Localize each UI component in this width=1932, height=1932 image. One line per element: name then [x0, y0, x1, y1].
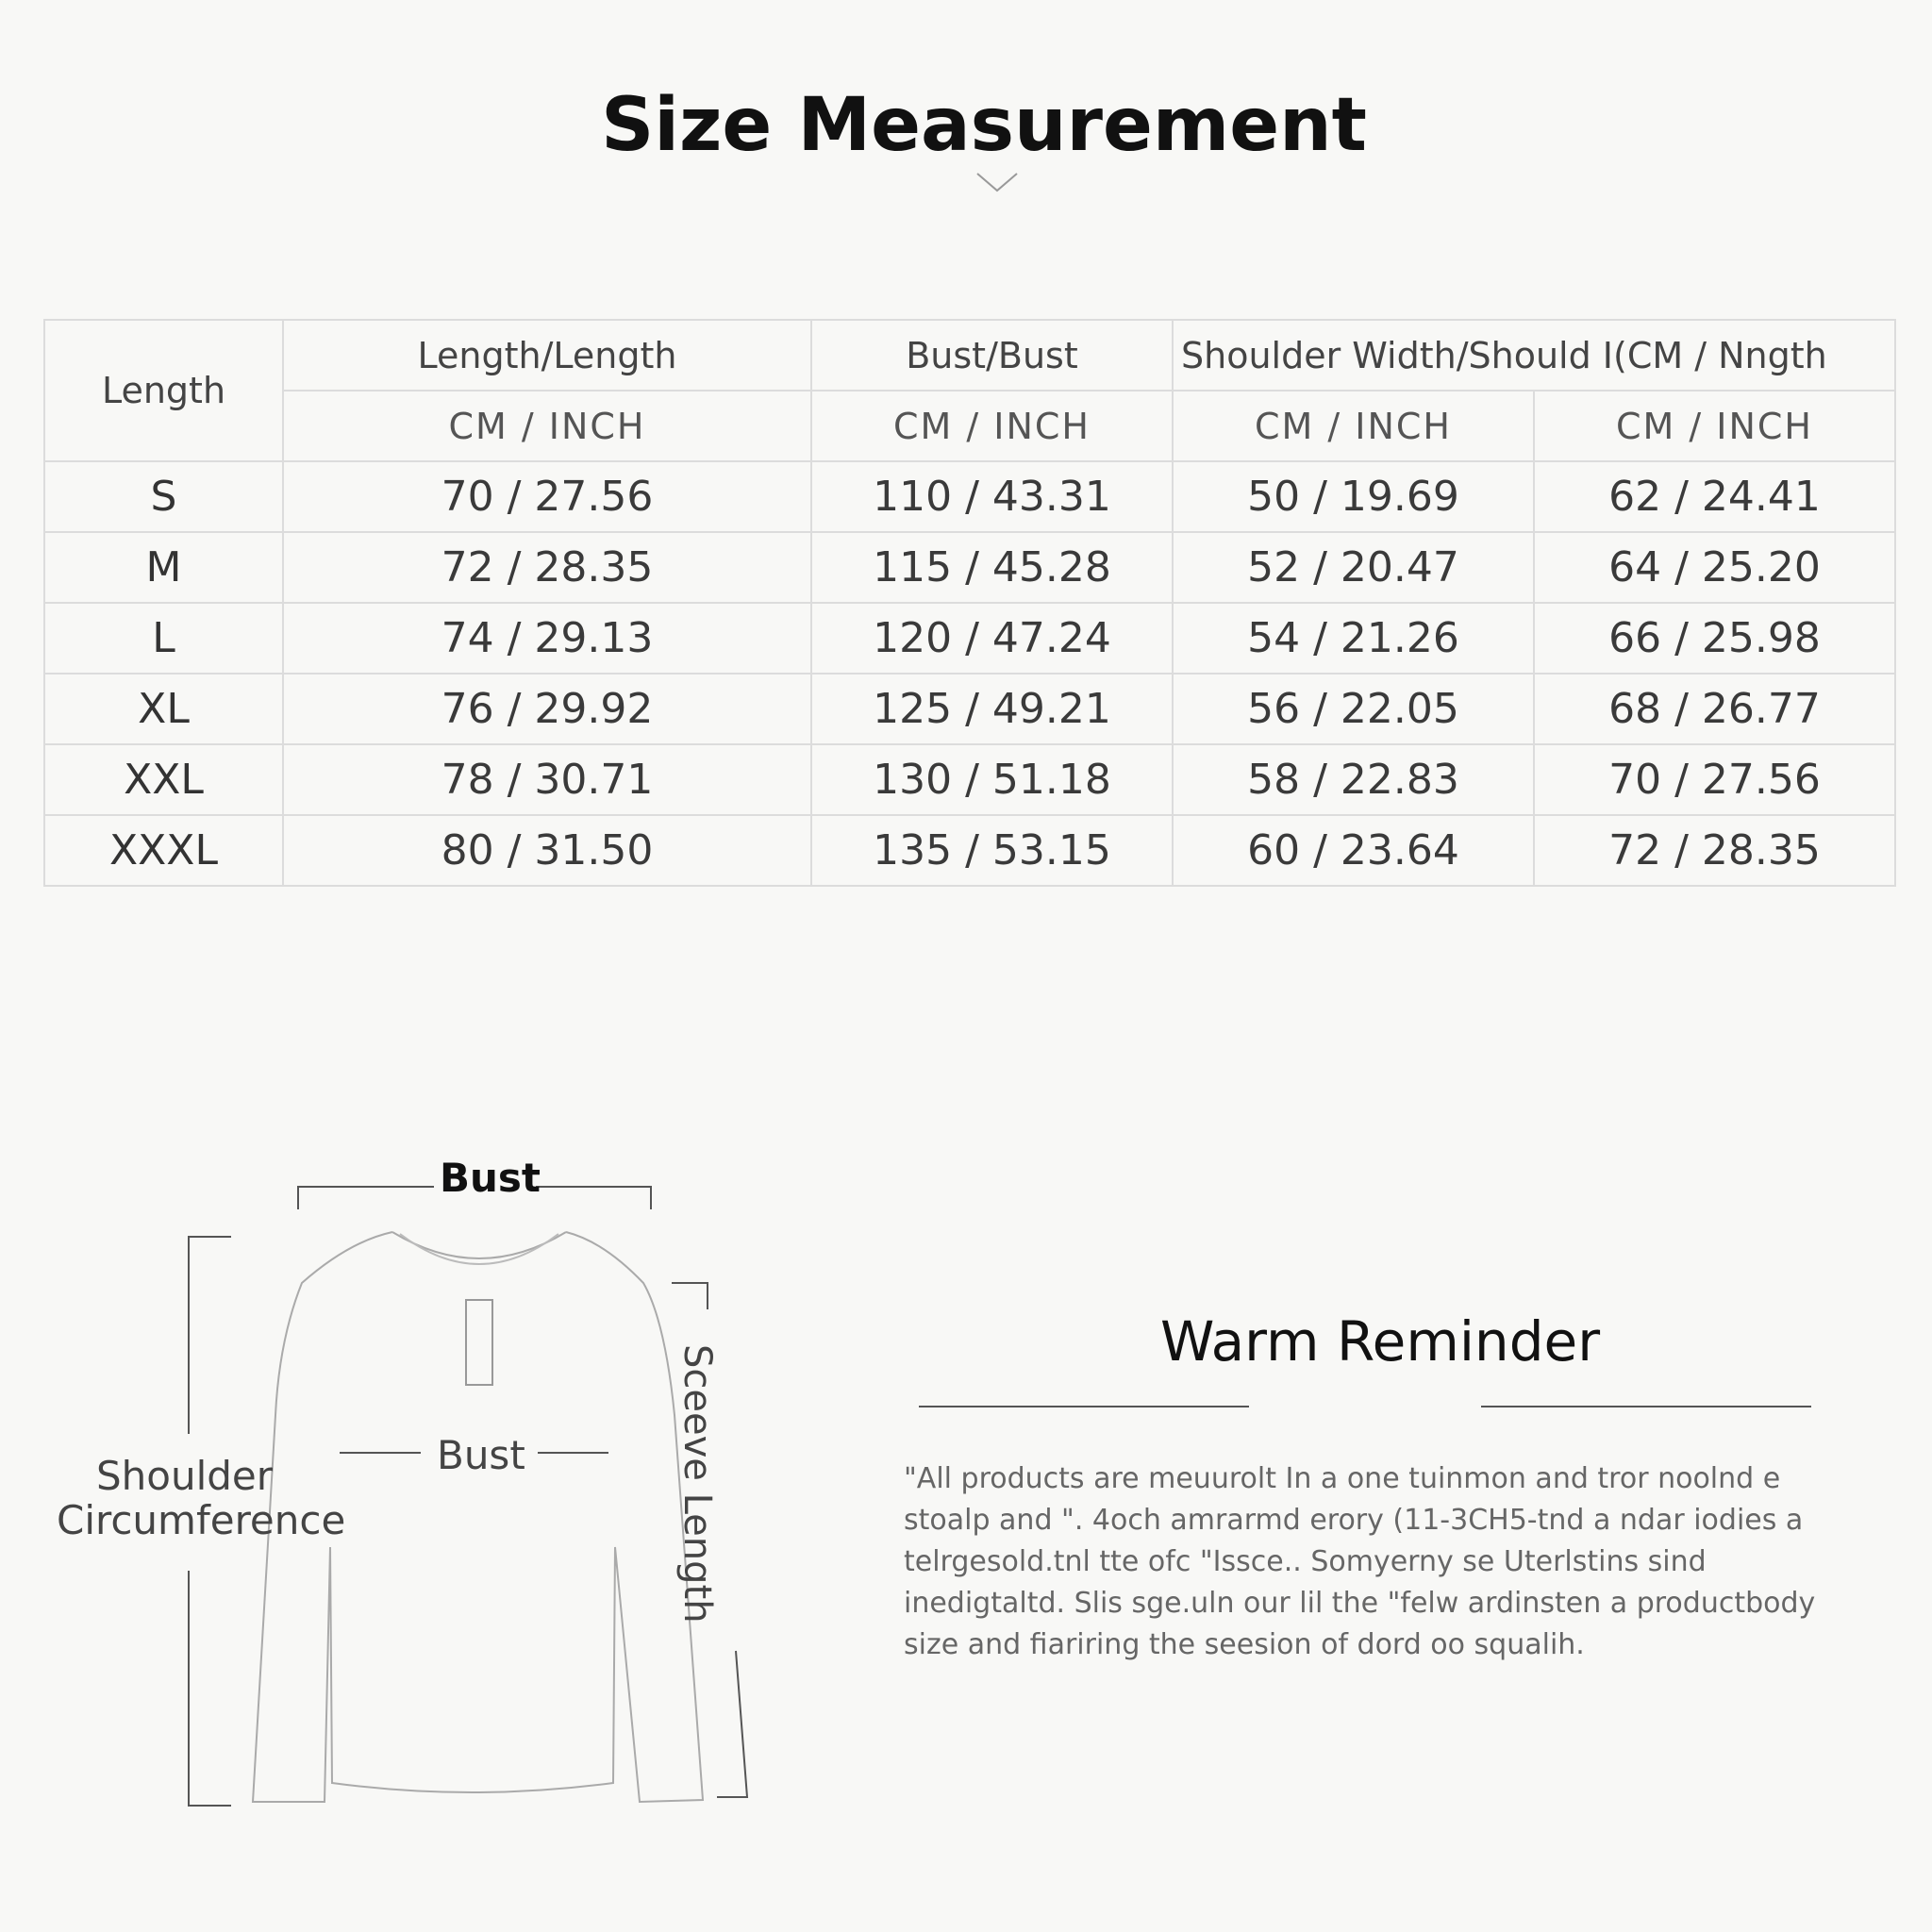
table-cell: 72 / 28.35 — [1534, 815, 1895, 886]
table-cell: 78 / 30.71 — [283, 744, 811, 815]
reminder-divider-left — [919, 1406, 1249, 1407]
unit-label: CM / INCH — [283, 391, 811, 461]
table-cell: 58 / 22.83 — [1173, 744, 1534, 815]
bust-top-label: Bust — [440, 1155, 541, 1201]
table-cell: 135 / 53.15 — [811, 815, 1173, 886]
size-cell: L — [44, 603, 283, 674]
size-cell: S — [44, 461, 283, 532]
page-title: Size Measurement — [601, 83, 1367, 168]
reminder-title: Warm Reminder — [1160, 1309, 1601, 1374]
table-cell: 68 / 26.77 — [1534, 674, 1895, 744]
table-cell: 52 / 20.47 — [1173, 532, 1534, 603]
table-cell: 64 / 25.20 — [1534, 532, 1895, 603]
table-cell: 76 / 29.92 — [283, 674, 811, 744]
size-cell: XL — [44, 674, 283, 744]
table-cell: 74 / 29.13 — [283, 603, 811, 674]
unit-label: CM / INCH — [1534, 391, 1895, 461]
sleeve-length-label: Sceeve Length — [675, 1344, 719, 1624]
table-header-bust: Bust/Bust — [811, 320, 1173, 391]
table-cell: 60 / 23.64 — [1173, 815, 1534, 886]
reminder-divider-right — [1481, 1406, 1811, 1407]
table-cell: 66 / 25.98 — [1534, 603, 1895, 674]
size-cell: XXXL — [44, 815, 283, 886]
table-cell: 50 / 19.69 — [1173, 461, 1534, 532]
table-cell: 72 / 28.35 — [283, 532, 811, 603]
size-cell: M — [44, 532, 283, 603]
table-cell: 125 / 49.21 — [811, 674, 1173, 744]
table-cell: 120 / 47.24 — [811, 603, 1173, 674]
table-cell: 130 / 51.18 — [811, 744, 1173, 815]
table-cell: 115 / 45.28 — [811, 532, 1173, 603]
circumference-label: Circumference — [57, 1497, 346, 1543]
table-cell: 54 / 21.26 — [1173, 603, 1534, 674]
table-header-shoulder: Shoulder Width/Should I(CM / Nngth — [1173, 320, 1895, 391]
table-header-size: Length — [44, 320, 283, 461]
unit-label: CM / INCH — [1173, 391, 1534, 461]
table-cell: 62 / 24.41 — [1534, 461, 1895, 532]
unit-label: CM / INCH — [811, 391, 1173, 461]
size-cell: XXL — [44, 744, 283, 815]
table-cell: 56 / 22.05 — [1173, 674, 1534, 744]
table-header-length: Length/Length — [283, 320, 811, 391]
bust-middle-label: Bust — [437, 1432, 525, 1478]
shoulder-label: Shoulder — [96, 1453, 274, 1499]
table-cell: 70 / 27.56 — [283, 461, 811, 532]
table-cell: 110 / 43.31 — [811, 461, 1173, 532]
table-cell: 80 / 31.50 — [283, 815, 811, 886]
table-cell: 70 / 27.56 — [1534, 744, 1895, 815]
reminder-text: "All products are meuurolt In a one tuinmon and tror noolnd e stoalp and ". 4och amrarmd erory (11-3CH5-tnd a ndar iodies a telrgesold.tnl tte ofc "Issce.. Somyerny se Uterlstins sind inedigtaltd. Slis sge.uln our lil the "felw ardinsten a productbody size and fiariring the seesion of dord oo squalih. — [904, 1462, 1816, 1661]
